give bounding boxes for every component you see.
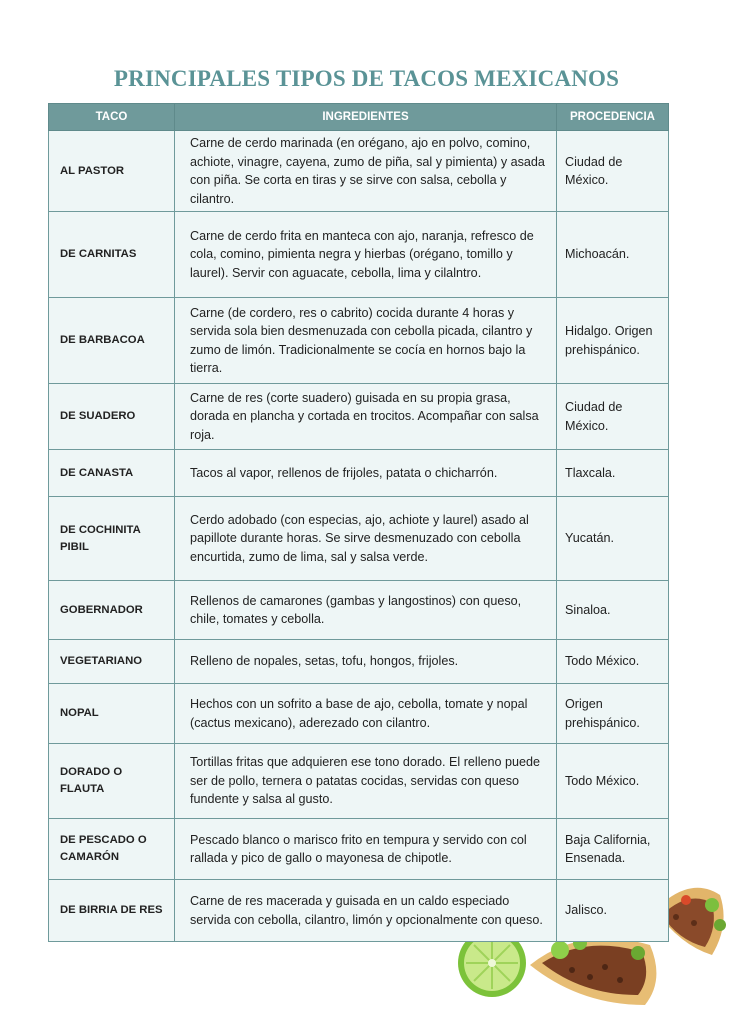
taco-name: DORADO O FLAUTA xyxy=(49,744,175,819)
table-row xyxy=(49,497,669,581)
taco-ingredients: Relleno de nopales, setas, tofu, hongos, frijoles. xyxy=(175,640,557,684)
taco-ingredients: Tacos al vapor, rellenos de frijoles, patata o chicharrón. xyxy=(175,450,557,497)
taco-origin: Todo México. xyxy=(557,640,669,684)
taco-name: DE COCHINITA PIBIL xyxy=(49,497,175,581)
taco-ingredients: Cerdo adobado (con especias, ajo, achiote y laurel) asado al papillote durante horas. Se sirve desmenuzado con cebolla encurtida, zumo de lima, sal y salsa verde. xyxy=(175,497,557,581)
taco-name: AL PASTOR xyxy=(49,131,175,212)
table-row xyxy=(49,819,669,880)
taco-name: DE SUADERO xyxy=(49,384,175,450)
taco-origin: Ciudad de México. xyxy=(557,131,669,212)
taco-ingredients: Pescado blanco o marisco frito en tempura y servido con col rallada y pico de gallo o mayonesa de chipotle. xyxy=(175,819,557,880)
taco-ingredients: Carne de res (corte suadero) guisada en su propia grasa, dorada en plancha y cortada en trocitos. Acompañar con salsa roja. xyxy=(175,384,557,450)
taco-ingredients: Carne (de cordero, res o cabrito) cocida durante 4 horas y servida sola bien desmenuzada con cebolla picada, cilantro y zumo de limón. Tradicionalmente se cocía en hornos bajo la tierra. xyxy=(175,298,557,384)
table-row xyxy=(49,212,669,298)
taco-origin: Ciudad de México. xyxy=(557,384,669,450)
table-row xyxy=(49,384,669,450)
taco-origin: Todo México. xyxy=(557,744,669,819)
table-row xyxy=(49,640,669,684)
taco-ingredients: Carne de res macerada y guisada en un caldo especiado servida con cebolla, cilantro, limón y opcionalmente con queso. xyxy=(175,880,557,942)
taco-name: DE CANASTA xyxy=(49,450,175,497)
taco-name: DE BIRRIA DE RES xyxy=(49,880,175,942)
table-row xyxy=(49,684,669,744)
header-ingredientes: INGREDIENTES xyxy=(175,104,557,131)
taco-name: VEGETARIANO xyxy=(49,640,175,684)
taco-ingredients: Carne de cerdo marinada (en orégano, ajo en polvo, comino, achiote, vinagre, cayena, zumo de piña, sal y pimienta) y asada con piña. Se corta en tiras y se sirve con salsa, cebolla y cilantro. xyxy=(175,131,557,212)
table-row xyxy=(49,298,669,384)
taco-ingredients: Hechos con un sofrito a base de ajo, cebolla, tomate y nopal (cactus mexicano), aderezado con cilantro. xyxy=(175,684,557,744)
taco-origin: Yucatán. xyxy=(557,497,669,581)
table-row xyxy=(49,450,669,497)
tacos-table xyxy=(48,103,669,942)
table-header-row xyxy=(49,104,669,131)
header-taco: TACO xyxy=(49,104,175,131)
header-procedencia: PROCEDENCIA xyxy=(557,104,669,131)
table-row xyxy=(49,581,669,640)
taco-origin: Jalisco. xyxy=(557,880,669,942)
taco-name: NOPAL xyxy=(49,684,175,744)
taco-origin: Baja California, Ensenada. xyxy=(557,819,669,880)
taco-origin: Origen prehispánico. xyxy=(557,684,669,744)
taco-origin: Michoacán. xyxy=(557,212,669,298)
taco-origin: Tlaxcala. xyxy=(557,450,669,497)
table-row xyxy=(49,131,669,212)
taco-name: DE PESCADO O CAMARÓN xyxy=(49,819,175,880)
taco-name: DE CARNITAS xyxy=(49,212,175,298)
taco-ingredients: Carne de cerdo frita en manteca con ajo, naranja, refresco de cola, comino, pimienta negra y hierbas (orégano, tomillo y laurel). Servir con aguacate, cebolla, lima y cilalntro. xyxy=(175,212,557,298)
taco-ingredients: Rellenos de camarones (gambas y langostinos) con queso, chile, tomates y cebolla. xyxy=(175,581,557,640)
taco-name: DE BARBACOA xyxy=(49,298,175,384)
taco-origin: Hidalgo. Origen prehispánico. xyxy=(557,298,669,384)
taco-origin: Sinaloa. xyxy=(557,581,669,640)
page-title: PRINCIPALES TIPOS DE TACOS MEXICANOS xyxy=(113,66,620,91)
taco-ingredients: Tortillas fritas que adquieren ese tono dorado. El relleno puede ser de pollo, ternera o patatas cocidas, servidas con queso fundente y salsa al gusto. xyxy=(175,744,557,819)
taco-name: GOBERNADOR xyxy=(49,581,175,640)
table-row xyxy=(49,744,669,819)
table-row xyxy=(49,880,669,942)
